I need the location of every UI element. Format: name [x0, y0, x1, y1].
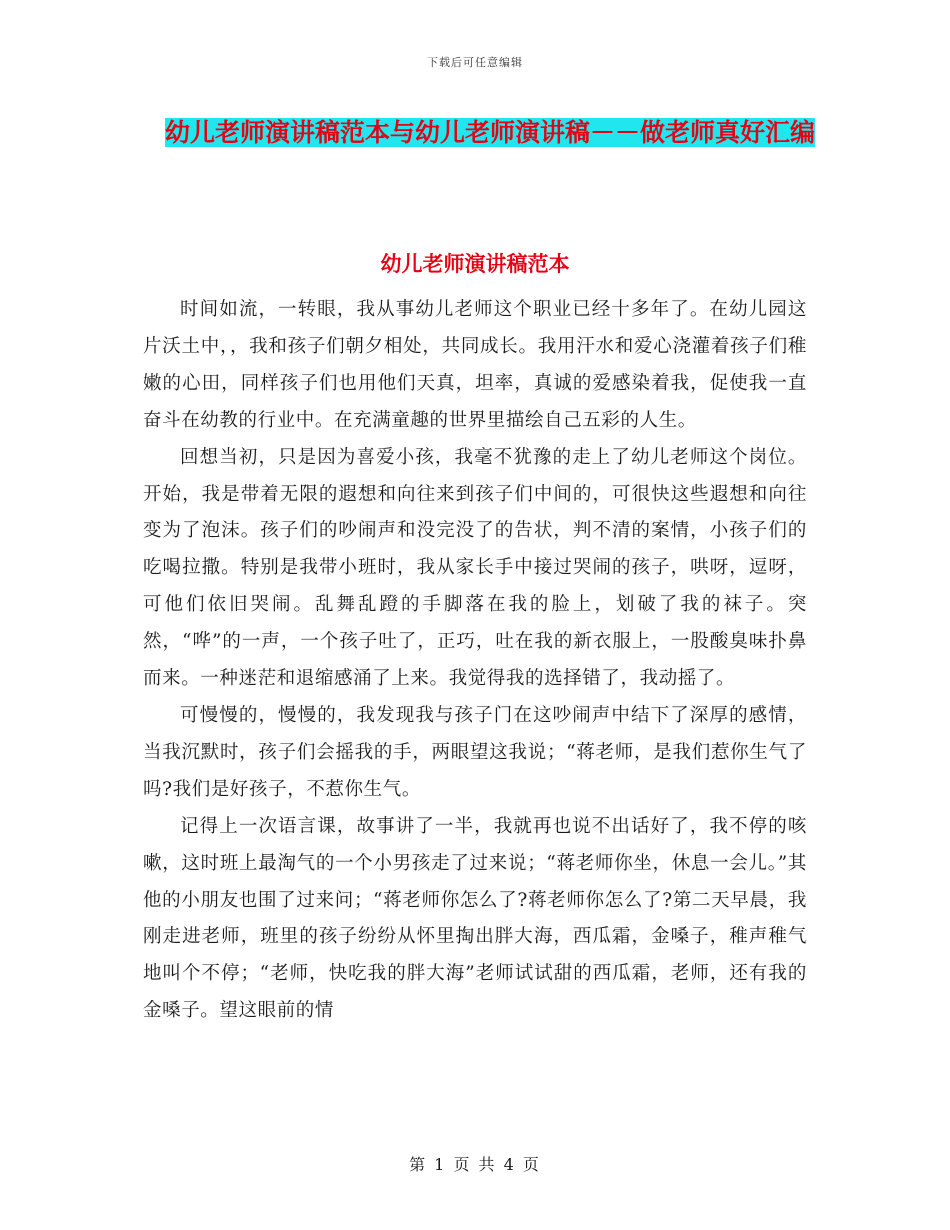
document-title [150, 108, 830, 158]
paragraph: 回想当初，只是因为喜爱小孩，我毫不犹豫的走上了幼儿老师这个岗位。开始，我是带着无限的遐想和向往来到孩子们中间的，可很快这些遐想和向往变为了泡沫。孩子们的吵闹声和没完没了的告状，判不清的案情，小孩子们的吃喝拉撒。特别是我带小班时，我从家长手中接过哭闹的孩子，哄呀，逗呀，可他们依旧哭闹。乱舞乱蹬的手脚落在我的脸上，划破了我的袜子。突然，“哗”的一声，一个孩子吐了，正巧，吐在我的新衣服上，一股酸臭味扑鼻而来。一种迷茫和退缩感涌了上来。我觉得我的选择错了，我动摇了。 [143, 446, 807, 690]
paragraph: 记得上一次语言课，故事讲了一半，我就再也说不出话好了，我不停的咳嗽，这时班上最淘气的一个小男孩走了过来说；“蒋老师你坐，休息一会儿。”其他的小朋友也围了过来问；“蒋老师你怎么了?蒋老师你怎么了?第二天早晨，我刚走进老师，班里的孩子纷纷从怀里掏出胖大海，西瓜霜，金嗓子，稚声稚气地叫个不停；“老师，快吃我的胖大海”老师试试甜的西瓜霜，老师，还有我的金嗓子。望这眼前的情 [143, 815, 807, 1022]
document-title-text: 幼儿老师演讲稿范本与幼儿老师演讲稿－－做老师真好汇编 [164, 118, 815, 147]
paragraph: 时间如流，一转眼，我从事幼儿老师这个职业已经十多年了。在幼儿园这片沃土中，，我和孩子们朝夕相处，共同成长。我用汗水和爱心浇灌着孩子们稚嫩的心田，同样孩子们也用他们天真，坦率，真诚的爱感染着我，促使我一直奋斗在幼教的行业中。在充满童趣的世界里描绘自己五彩的人生。 [143, 299, 807, 431]
section-title: 幼儿老师演讲稿范本 [380, 251, 570, 276]
document-body [143, 292, 807, 1030]
paragraph: 可慢慢的，慢慢的，我发现我与孩子门在这吵闹声中结下了深厚的感情，当我沉默时，孩子们会摇我的手，两眼望这我说；“蒋老师，是我们惹你生气了吗?我们是好孩子，不惹你生气。 [143, 704, 807, 800]
header-note: 下载后可任意编辑 [427, 56, 523, 69]
page-number: 第 1 页 共 4 页 [409, 1155, 541, 1174]
